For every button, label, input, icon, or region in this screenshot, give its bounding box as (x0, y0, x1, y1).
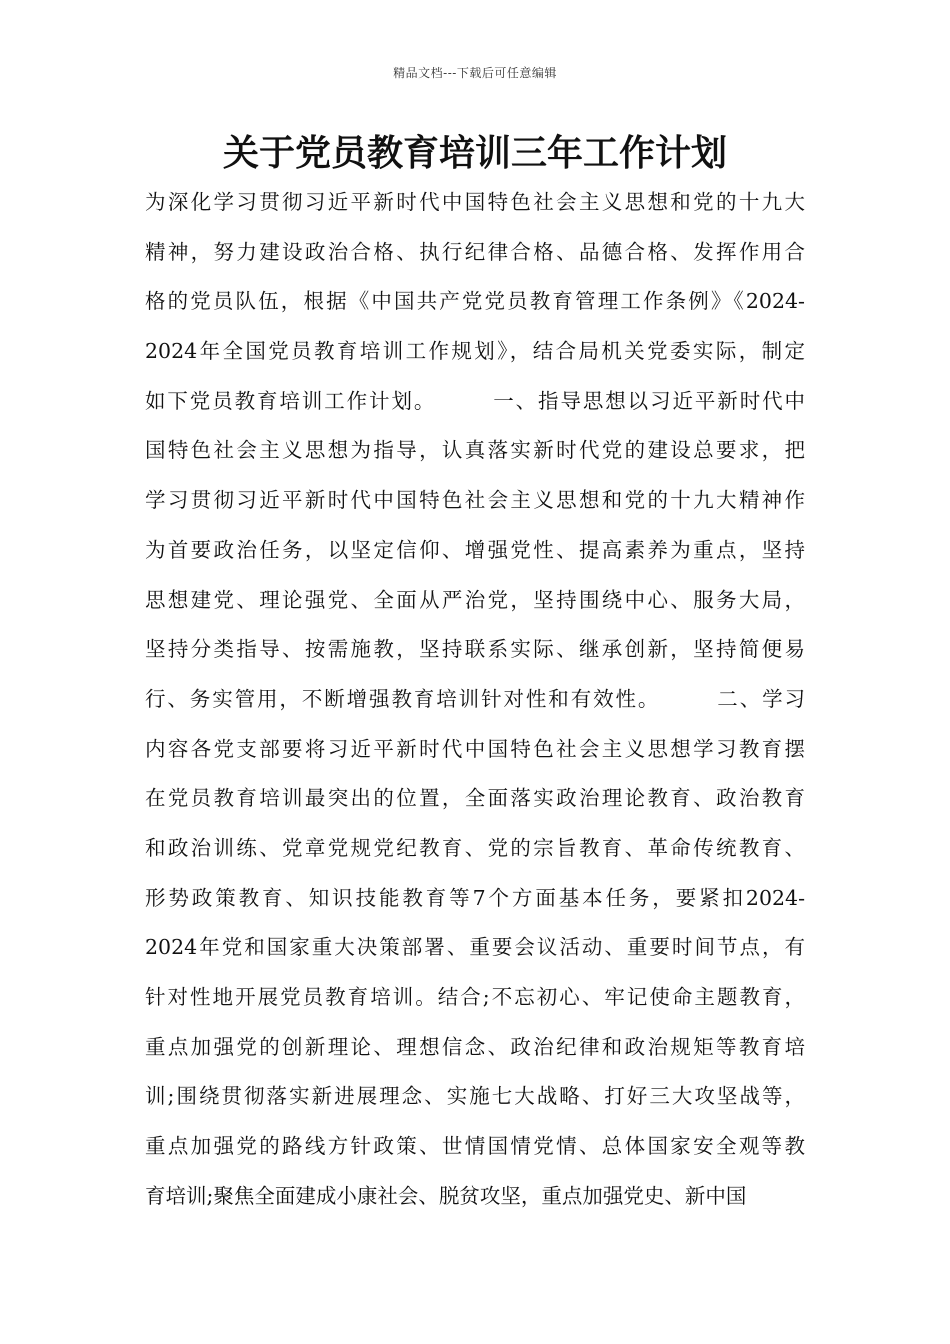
body-line: 行、务实管用，不断增强教育培训针对性和有效性。 二、学习 (145, 686, 805, 711)
body-line: 育培训;聚焦全面建成小康社会、脱贫攻坚，重点加强党史、新中国 (145, 1183, 747, 1208)
body-line: 思想建党、理论强党、全面从严治党，坚持围绕中心、服务大局， (145, 587, 805, 612)
body-line: 2024年党和国家重大决策部署、重要会议活动、重要时间节点，有 (145, 935, 805, 960)
body-line: 训;围绕贯彻落实新进展理念、实施七大战略、打好三大攻坚战等， (145, 1084, 805, 1109)
body-line: 如下党员教育培训工作计划。 一、指导思想以习近平新时代中 (145, 388, 805, 413)
body-line: 和政治训练、党章党规党纪教育、党的宗旨教育、革命传统教育、 (145, 835, 805, 860)
body-line: 为首要政治任务，以坚定信仰、增强党性、提高素养为重点，坚持 (145, 537, 805, 562)
header-note: 精品文档---下载后可任意编辑 (393, 66, 557, 80)
body-line: 学习贯彻习近平新时代中国特色社会主义思想和党的十九大精神作 (145, 488, 805, 513)
body-line: 内容各党支部要将习近平新时代中国特色社会主义思想学习教育摆 (145, 736, 805, 761)
body-line: 针对性地开展党员教育培训。结合;不忘初心、牢记使命主题教育， (145, 985, 805, 1009)
body-line: 形势政策教育、知识技能教育等7个方面基本任务，要紧扣2024- (145, 885, 805, 910)
body-line: 坚持分类指导、按需施教，坚持联系实际、继承创新，坚持简便易 (145, 637, 805, 662)
body-line: 重点加强党的创新理论、理想信念、政治纪律和政治规矩等教育培 (145, 1034, 805, 1059)
document-body (145, 178, 805, 1221)
body-line: 国特色社会主义思想为指导，认真落实新时代党的建设总要求，把 (145, 438, 805, 463)
body-line: 格的党员队伍，根据《中国共产党党员教育管理工作条例》《2024- (145, 289, 805, 314)
body-line: 为深化学习贯彻习近平新时代中国特色社会主义思想和党的十九大 (145, 190, 805, 214)
body-line: 2024年全国党员教育培训工作规划》，结合局机关党委实际，制定 (145, 339, 805, 364)
body-line: 精神，努力建设政治合格、执行纪律合格、品德合格、发挥作用合 (145, 239, 805, 264)
document-title: 关于党员教育培训三年工作计划 (222, 133, 727, 174)
body-line: 重点加强党的路线方针政策、世情国情党情、总体国家安全观等教 (145, 1134, 805, 1159)
body-line: 在党员教育培训最突出的位置，全面落实政治理论教育、政治教育 (145, 786, 805, 811)
